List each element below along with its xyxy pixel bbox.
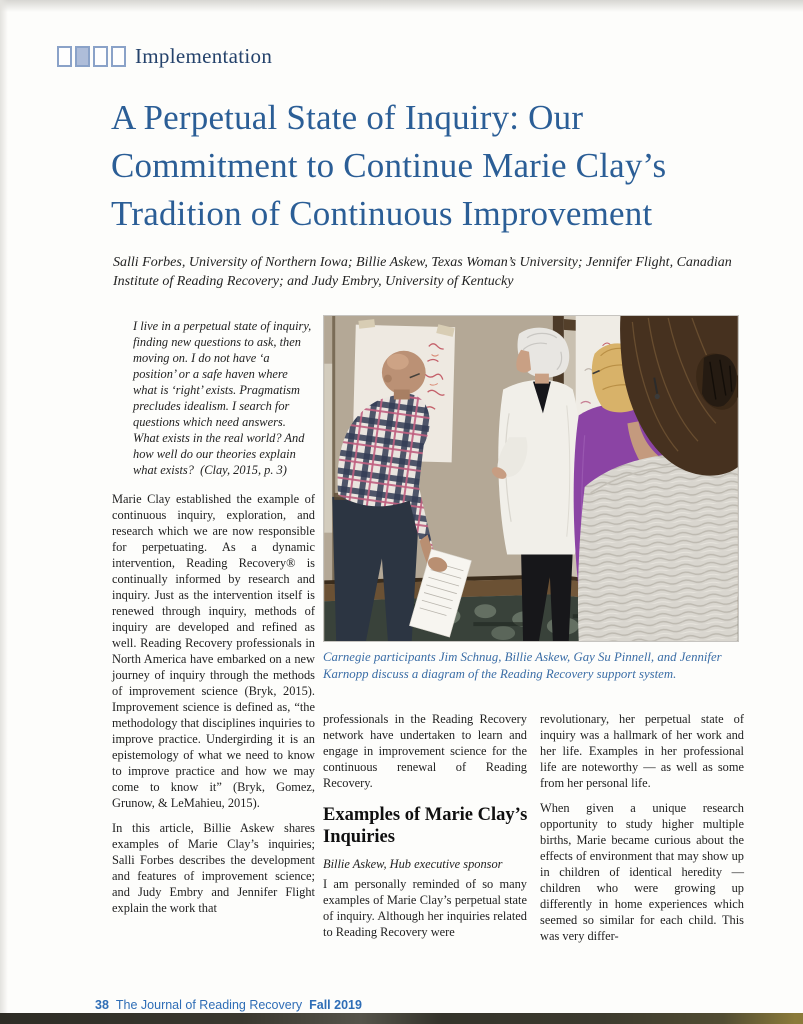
- body-paragraph: revolutionary, her perpetual state of inquiry was a hallmark of her work and her life. Examples in her professional life are noteworthy — as well as some from her personal life.: [540, 712, 744, 790]
- marker-square-icon: [93, 46, 108, 67]
- marker-square-icon: [111, 46, 126, 67]
- section-label: Implementation: [135, 44, 273, 68]
- issue-label: Fall 2019: [309, 998, 362, 1012]
- body-paragraph: I am personally reminded of so many examples of Marie Clay’s perpetual state of inquiry. Although her inquiries related to Reading Recovery were: [323, 877, 527, 939]
- photo-figure: [323, 315, 741, 683]
- marker-square-filled-icon: [75, 46, 90, 67]
- left-column: [112, 318, 315, 925]
- body-paragraph: Marie Clay established the example of continuous inquiry, exploration, and research which we are now responsible for perpetuating. As a dynamic intervention, Reading Recovery® is continually informed by research and inquiry. Just as the intervention itself is renewed through inquiry, methods of inquiry are developed and refined as well. Reading Recovery professionals in North America have embarked on a new journey of inquiry through the methods of improvement science (Bryk, 2015). Improvement science is defined as, “the methodology that disciplines inquiries to improve practice. Undergirding it is an epistemology of what we need to know to improve practice and how we may come to know it” (Bryk, Gomez, Grunow, & LeMahieu, 2015).: [112, 492, 315, 810]
- page-number: 38: [95, 998, 109, 1012]
- scan-edge-top: [0, 0, 803, 12]
- text-columns: [323, 711, 747, 953]
- photo-caption: Carnegie participants Jim Schnug, Billie Askew, Gay Su Pinnell, and Jennifer Karnopp discuss a diagram of the Reading Recovery support system.: [323, 650, 722, 681]
- bottom-scan-band: [0, 1013, 803, 1024]
- author-byline: Billie Askew, Hub executive sponsor: [323, 857, 503, 871]
- photo-illustration: [323, 315, 739, 642]
- epigraph-quote: [133, 318, 314, 478]
- page-footer: [95, 998, 362, 1012]
- article-title: A Perpetual State of Inquiry: Our Commitment to Continue Marie Clay’s Tradition of Continuous Improvement: [111, 98, 667, 233]
- body-paragraph: professionals in the Reading Recovery network have undertaken to learn and engage in improvement science for the continuous renewal of Reading Recovery.: [323, 712, 527, 790]
- journal-name: The Journal of Reading Recovery: [115, 998, 303, 1012]
- article-authors: Salli Forbes, University of Northern Iowa; Billie Askew, Texas Woman’s University; Jennifer Flight, Canadian Institute of Reading Recovery; and Judy Embry, University of Kentucky: [113, 255, 732, 289]
- body-paragraph: In this article, Billie Askew shares examples of Marie Clay’s inquiries; Salli Forbes describes the development and features of improvement science; and Judy Embry and Jennifer Flight explain the work that: [112, 821, 315, 915]
- section-heading: Examples of Marie Clay’s Inquiries: [323, 805, 528, 847]
- scan-edge-left: [0, 0, 8, 1024]
- section-marker-squares: [57, 46, 126, 67]
- body-paragraph: When given a unique research opportunity to study higher multiple births, Marie became curious about the effects of environment that may show up in children of identical heredity — children who were growing up differently in home experiences which seemed so similar for each child. This was very differ-: [540, 801, 744, 943]
- quote-citation: (Clay, 2015, p. 3): [200, 463, 287, 477]
- right-column: [540, 711, 744, 953]
- section-header: [57, 44, 272, 69]
- middle-column: [323, 711, 527, 953]
- quote-text: I live in a perpetual state of inquiry, finding new questions to ask, then moving on. I do not have ‘a position’ or a safe haven where what is ‘right’ exists. Pragmatism precludes idealism. I search for questions which need answers. What exists in the real world? And how well do our theories explain what exists?: [133, 319, 312, 477]
- marker-square-icon: [57, 46, 72, 67]
